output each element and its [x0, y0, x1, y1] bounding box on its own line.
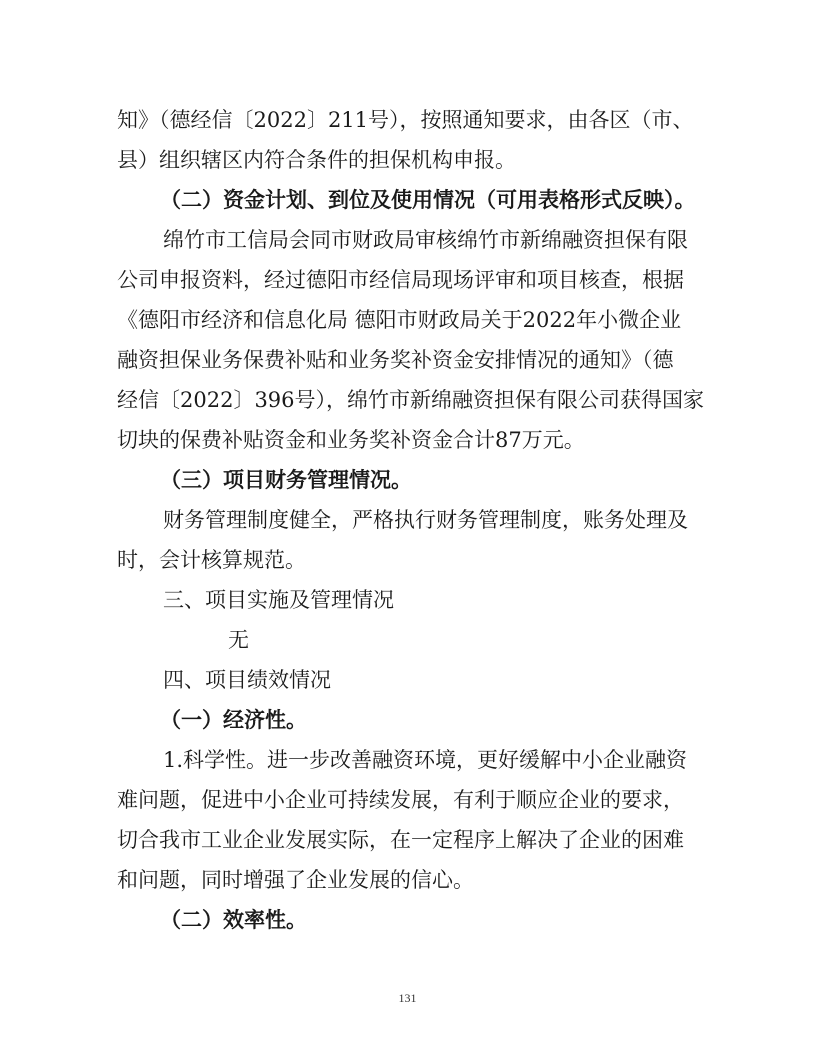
section-heading-finance: （三）项目财务管理情况。 [160, 468, 412, 492]
paragraph-line: 绵竹市工信局会同市财政局审核绵竹市新绵融资担保有限 [163, 228, 688, 252]
paragraph-line: 财务管理制度健全，严格执行财务管理制度，账务处理及 [163, 508, 688, 532]
section-heading-performance: 四、项目绩效情况 [163, 668, 331, 692]
section-heading-efficiency: （二）效率性。 [160, 908, 307, 932]
paragraph-line: 1.科学性。进一步改善融资环境，更好缓解中小企业融资 [163, 748, 688, 772]
paragraph-line: 时，会计核算规范。 [117, 548, 306, 572]
paragraph-line: 无 [228, 628, 249, 652]
paragraph-line: 知》（德经信〔2022〕211号），按照通知要求，由各区（市、 [117, 108, 694, 132]
section-heading-funding: （二）资金计划、到位及使用情况（可用表格形式反映）。 [160, 188, 696, 212]
paragraph-line: 融资担保业务保费补贴和业务奖补资金安排情况的通知》（德 [117, 348, 674, 372]
paragraph-line: 县）组织辖区内符合条件的担保机构申报。 [117, 148, 516, 172]
page-number: 131 [398, 991, 417, 1005]
paragraph-line: 切合我市工业企业发展实际，在一定程序上解决了企业的困难 [117, 828, 684, 852]
paragraph-line: 《德阳市经济和信息化局 德阳市财政局关于2022年小微企业 [117, 308, 682, 332]
paragraph-line: 切块的保费补贴资金和业务奖补资金合计87万元。 [117, 428, 585, 452]
section-heading-economy: （一）经济性。 [160, 708, 307, 732]
paragraph-line: 经信〔2022〕396号），绵竹市新绵融资担保有限公司获得国家 [117, 388, 705, 412]
paragraph-line: 和问题，同时增强了企业发展的信心。 [117, 868, 474, 892]
paragraph-line: 难问题，促进中小企业可持续发展，有利于顺应企业的要求， [117, 788, 684, 812]
paragraph-line: 公司申报资料，经过德阳市经信局现场评审和项目核查，根据 [117, 268, 684, 292]
section-heading-implementation: 三、项目实施及管理情况 [163, 588, 394, 612]
